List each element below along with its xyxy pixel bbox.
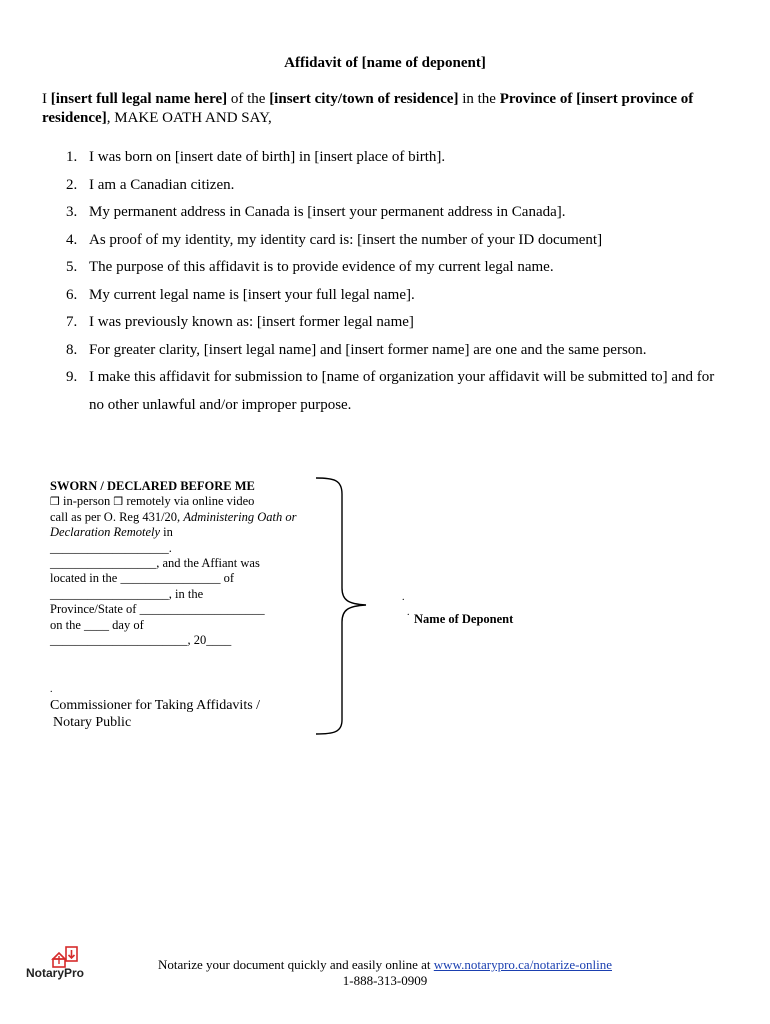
item-text: My current legal name is [insert your full legal name]. xyxy=(89,286,415,303)
intro-text-4: , MAKE OATH AND SAY, xyxy=(106,110,272,126)
signature-dot: . xyxy=(50,684,53,695)
commissioner-label: Commissioner for Taking Affidavits / xyxy=(50,698,261,713)
blank-line-d: ___________________, in the xyxy=(50,586,204,601)
footer-line xyxy=(100,957,670,973)
sworn-block xyxy=(50,479,310,648)
blank-line-a: ___________________. xyxy=(50,540,172,555)
list-item xyxy=(42,144,722,172)
item-number: 9. xyxy=(66,369,78,385)
item-text: For greater clarity, [insert legal name] and [insert former name] are one and the same person. xyxy=(89,341,647,358)
document-title: Affidavit of [name of deponent] xyxy=(284,55,486,71)
item-number: 3. xyxy=(66,204,78,220)
deponent-dot-2: . xyxy=(407,607,410,618)
deponent-name-label: Name of Deponent xyxy=(414,612,514,626)
regulation-line xyxy=(50,510,310,541)
deponent-dot-1: . xyxy=(402,592,405,603)
intro-paragraph xyxy=(42,90,722,128)
blank-line-c: located in the ________________ of xyxy=(50,571,234,586)
list-item xyxy=(42,282,722,310)
item-text: I make this affidavit for submission to [name of organization your affidavit will be submitted to] and for no other unlawful and/or improper purpose. xyxy=(89,369,715,413)
item-text: I was born on [insert date of birth] in [insert place of birth]. xyxy=(89,149,446,165)
item-text: The purpose of this affidavit is to provide evidence of my current legal name. xyxy=(89,259,554,275)
blank-line-g: ______________________, 20____ xyxy=(50,633,232,648)
footer xyxy=(100,957,670,989)
curly-brace xyxy=(312,476,372,738)
item-text: I was previously known as: [insert former legal name] xyxy=(89,314,414,330)
item-number: 8. xyxy=(66,341,78,358)
regulation-title: Administering Oath or Declaration Remotely xyxy=(50,509,297,540)
item-text: My permanent address in Canada is [insert your permanent address in Canada]. xyxy=(89,204,566,220)
sworn-heading: SWORN / DECLARED BEFORE ME xyxy=(50,479,255,493)
intro-text-2: of the xyxy=(227,91,270,107)
blank-line-b: _________________, and the Affiant was xyxy=(50,556,260,571)
list-item xyxy=(42,309,722,337)
commissioner-block xyxy=(50,697,320,731)
remote-checkbox[interactable]: ❒ xyxy=(113,495,124,509)
list-item xyxy=(42,364,722,419)
item-number: 1. xyxy=(66,149,78,165)
list-item xyxy=(42,172,722,200)
footer-phone: 1-888-313-0909 xyxy=(342,973,428,988)
intro-city-placeholder: [insert city/town of residence] xyxy=(269,91,459,107)
list-item xyxy=(42,227,722,255)
item-number: 4. xyxy=(66,231,78,248)
regulation-in: in xyxy=(160,525,173,540)
item-number: 6. xyxy=(66,286,78,303)
intro-legal-name-placeholder: [insert full legal name here] xyxy=(50,91,228,107)
statement-list xyxy=(42,144,722,419)
in-person-checkbox[interactable]: ❒ xyxy=(50,495,60,509)
item-number: 7. xyxy=(66,314,78,330)
blank-line-f: on the ____ day of xyxy=(50,617,144,632)
footer-text: Notarize your document quickly and easily online at xyxy=(157,957,434,972)
item-number: 2. xyxy=(66,176,78,193)
footer-link[interactable]: www.notarypro.ca/notarize-online xyxy=(433,957,612,972)
blank-line-e: Province/State of ____________________ xyxy=(50,602,265,617)
intro-text-1: I xyxy=(42,91,51,107)
list-item xyxy=(42,199,722,227)
regulation-text: call as per O. Reg 431/20, xyxy=(50,509,184,524)
notary-label: Notary Public xyxy=(53,715,132,730)
list-item xyxy=(42,254,722,282)
remote-label: remotely via online video xyxy=(123,494,255,509)
item-number: 5. xyxy=(66,259,78,275)
notarypro-logo-text: NotaryPro xyxy=(26,966,85,980)
intro-text-3: in the xyxy=(458,91,500,107)
in-person-label: in-person xyxy=(59,494,114,509)
list-item xyxy=(42,337,722,365)
intro-province-placeholder: Province of [insert province of residence] xyxy=(42,91,694,126)
item-text: As proof of my identity, my identity card is: [insert the number of your ID document] xyxy=(89,231,603,248)
sworn-method-line xyxy=(50,494,310,509)
item-text: I am a Canadian citizen. xyxy=(89,176,235,193)
